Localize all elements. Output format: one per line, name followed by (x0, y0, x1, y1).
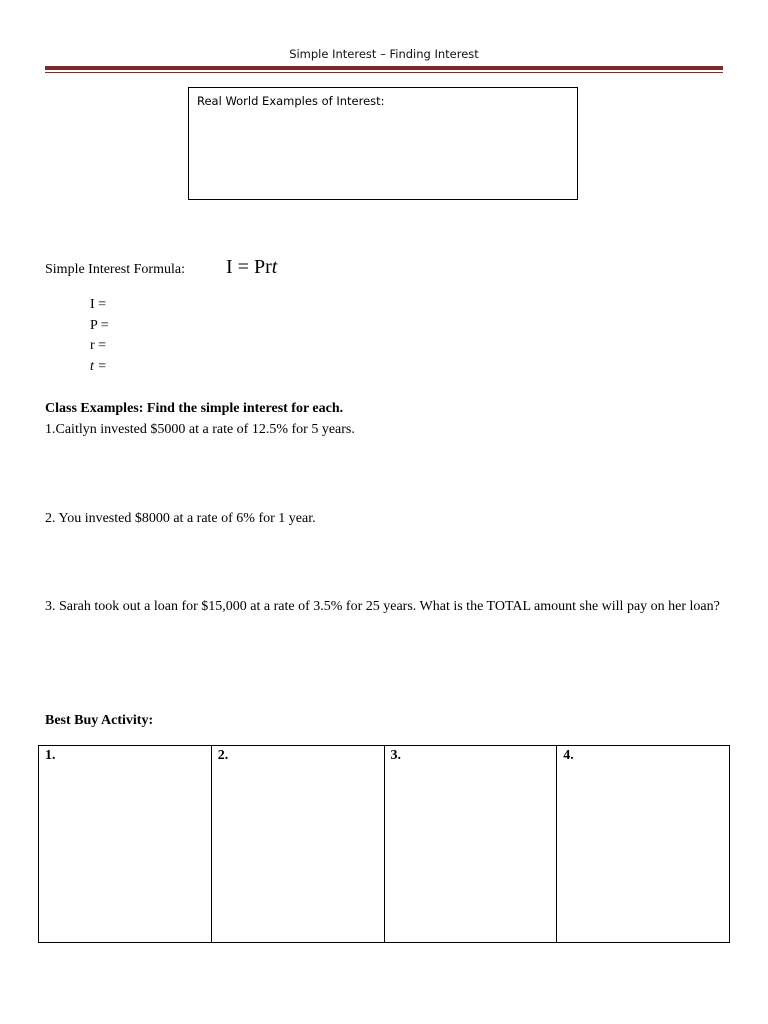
best-buy-cell-1: 1. (39, 746, 212, 943)
variable-interest: I = (90, 297, 107, 312)
variable-rate: r = (90, 338, 107, 353)
best-buy-table-row (39, 746, 730, 943)
real-world-examples-box (188, 87, 578, 200)
variable-time: t = (90, 359, 107, 374)
best-buy-table (38, 745, 730, 943)
best-buy-cell-4: 4. (557, 746, 730, 943)
header-rule-thick (45, 66, 723, 70)
problem-1: 1.Caitlyn invested $5000 at a rate of 12.5% for 5 years. (45, 422, 355, 437)
formula-expression (226, 256, 277, 279)
variable-principal: P = (90, 318, 109, 333)
best-buy-heading: Best Buy Activity: (45, 713, 154, 728)
formula-time-variable: t (271, 256, 278, 278)
class-examples-heading: Class Examples: Find the simple interest for each. (45, 401, 344, 416)
best-buy-cell-3: 3. (384, 746, 557, 943)
problem-3: 3. Sarah took out a loan for $15,000 at a rate of 3.5% for 25 years. What is the TOTAL amount she will pay on her loan? (45, 599, 720, 614)
header-rule-thin (45, 72, 723, 73)
formula-label: Simple Interest Formula: (45, 262, 185, 277)
page-header-title: Simple Interest – Finding Interest (289, 47, 479, 61)
best-buy-cell-2: 2. (211, 746, 384, 943)
formula-prefix: I = Pr (226, 256, 272, 278)
problem-2: 2. You invested $8000 at a rate of 6% for 1 year. (45, 511, 316, 526)
real-world-examples-label: Real World Examples of Interest: (197, 94, 385, 108)
